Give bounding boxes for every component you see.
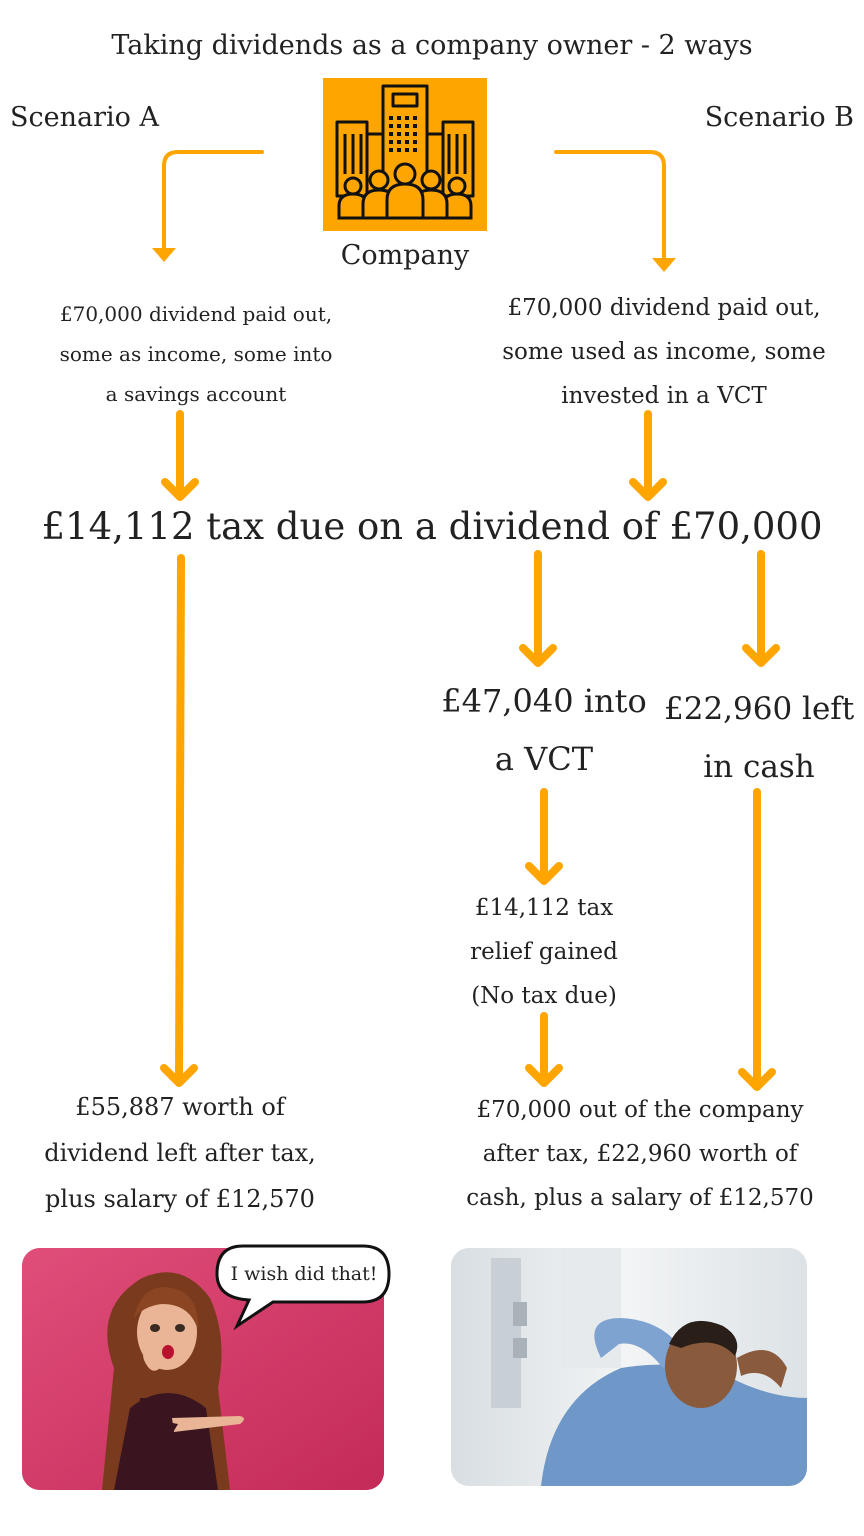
text-line: some as income, some into — [59, 342, 333, 366]
text-line: relief gained — [470, 939, 618, 965]
text-line: after tax, £22,960 worth of — [482, 1141, 798, 1167]
scenario-b-description — [474, 286, 854, 418]
speech-bubble — [213, 1242, 393, 1336]
text-line: £14,112 tax — [474, 895, 614, 921]
vct-amount — [424, 672, 664, 788]
scenario-a-description — [16, 294, 376, 414]
text-line: £22,960 left — [664, 691, 855, 727]
text-line: plus salary of £12,570 — [45, 1185, 315, 1213]
text-line: dividend left after tax, — [44, 1139, 316, 1167]
text-line: some used as income, some — [502, 339, 826, 365]
text-line: in cash — [703, 749, 815, 785]
scenario-a-result — [14, 1084, 346, 1222]
scenario-a-label: Scenario A — [10, 102, 159, 133]
arrow-to-scenario-a — [164, 152, 262, 248]
page-title: Taking dividends as a company owner - 2 ways — [111, 30, 753, 61]
text-line: cash, plus a salary of £12,570 — [466, 1185, 814, 1211]
text-line: £70,000 dividend paid out, — [59, 302, 333, 326]
cash-amount — [664, 680, 854, 796]
arrow-to-scenario-b — [556, 152, 664, 258]
tax-due-heading: £14,112 tax due on a dividend of £70,000 — [41, 505, 823, 548]
text-line: invested in a VCT — [561, 383, 767, 409]
scenario-b-result — [448, 1088, 832, 1220]
text-line: a VCT — [494, 740, 594, 778]
text-line: £55,887 worth of — [75, 1093, 285, 1121]
company-label: Company — [340, 240, 470, 271]
scenario-b-label: Scenario B — [704, 102, 854, 133]
speech-text: I wish did that! — [230, 1263, 378, 1285]
text-line: £70,000 out of the company — [476, 1097, 804, 1123]
text-line: £47,040 into — [441, 682, 647, 720]
relaxed-man-photo — [451, 1248, 807, 1486]
arrow-tax-to-a-result — [179, 558, 181, 1080]
tax-relief — [424, 886, 664, 1018]
text-line: £70,000 dividend paid out, — [507, 295, 821, 321]
text-line: a savings account — [105, 382, 287, 406]
text-line: (No tax due) — [471, 983, 617, 1009]
